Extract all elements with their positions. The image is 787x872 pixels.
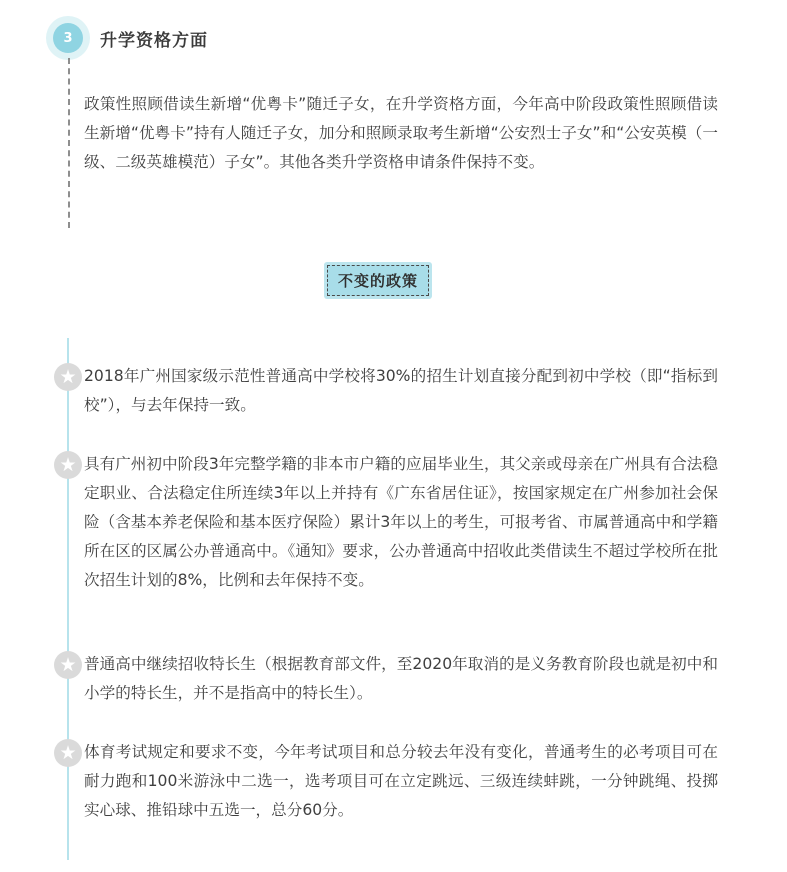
star-icon: ★ <box>54 739 82 767</box>
unchanged-policy-badge <box>324 262 432 299</box>
timeline-line <box>67 338 69 860</box>
section-number: 3 <box>53 23 83 53</box>
list-item-text: 普通高中继续招收特长生（根据教育部文件，至2020年取消的是义务教育阶段也就是初中和小学的特长生，并不是指高中的特长生）。 <box>84 655 718 702</box>
list-item <box>84 650 718 708</box>
star-icon: ★ <box>54 651 82 679</box>
list-item-text: 2018年广州国家级示范性普通高中学校将30%的招生计划直接分配到初中学校（即“指标到校”），与去年保持一致。 <box>84 367 718 414</box>
list-item <box>84 362 718 420</box>
list-item <box>84 738 718 825</box>
star-icon: ★ <box>54 363 82 391</box>
list-item-text: 体育考试规定和要求不变，今年考试项目和总分较去年没有变化，普通考生的必考项目可在耐力跑和100米游泳中二选一，选考项目可在立定跳远、三级连续蚌跳，一分钟跳绳、投掷实心球、推铅球中五选一，总分60分。 <box>84 743 718 819</box>
section-title: 升学资格方面 <box>100 31 208 51</box>
section-number-badge <box>46 16 90 60</box>
star-icon: ★ <box>54 451 82 479</box>
section-paragraph: 政策性照顾借读生新增“优粤卡”随迁子女，在升学资格方面，今年高中阶段政策性照顾借读生新增“优粤卡”持有人随迁子女，加分和照顾录取考生新增“公安烈士子女”和“公安英模（一级、二级英雄模范）子女”。其他各类升学资格申请条件保持不变。 <box>84 95 718 171</box>
list-item <box>84 450 718 595</box>
list-item-text: 具有广州初中阶段3年完整学籍的非本市户籍的应届毕业生，其父亲或母亲在广州具有合法稳定职业、合法稳定住所连续3年以上并持有《广东省居住证》，按国家规定在广州参加社会保险（含基本养老保险和基本医疗保险）累计3年以上的考生，可报考省、市属普通高中和学籍所在区的区属公办普通高中。《通知》要求，公办普通高中招收此类借读生不超过学校所在批次招生计划的8%，比例和去年保持不变。 <box>84 455 718 589</box>
badge-label: 不变的政策 <box>327 265 429 296</box>
dashed-divider <box>68 58 70 228</box>
